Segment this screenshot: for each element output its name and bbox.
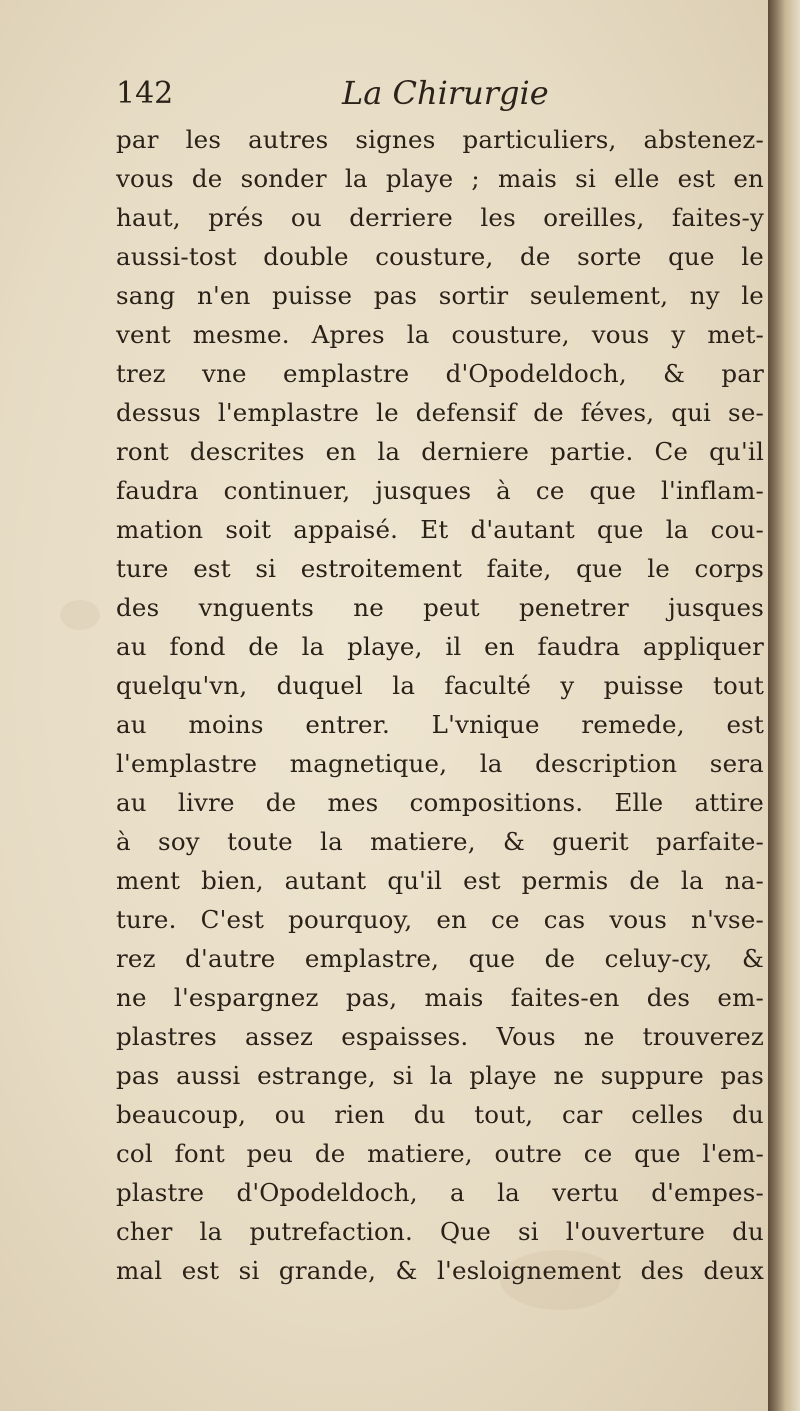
text-line: l'emplastre magnetique, la description sera — [116, 749, 764, 778]
text-line: ront descrites en la derniere partie. Ce qu'il — [116, 437, 764, 466]
text-line: trez vne emplastre d'Opodeldoch, & par — [116, 359, 764, 388]
body-text — [116, 120, 764, 1290]
text-line: sang n'en puisse pas sortir seulement, ny le — [116, 281, 764, 310]
text-line: rez d'autre emplastre, que de celuy-cy, & — [116, 944, 764, 973]
text-line: beaucoup, ou rien du tout, car celles du — [116, 1100, 764, 1129]
page-header — [116, 72, 766, 122]
text-line: par les autres signes particuliers, abstenez- — [116, 125, 764, 154]
text-line: des vnguents ne peut penetrer jusques — [116, 593, 764, 622]
text-line: aussi-tost double cousture, de sorte que le — [116, 242, 764, 271]
page-number: 142 — [116, 76, 174, 111]
text-line: ture est si estroitement faite, que le corps — [116, 554, 764, 583]
running-title: La Chirurgie — [342, 74, 549, 112]
text-line: haut, prés ou derriere les oreilles, faites-y — [116, 203, 764, 232]
text-line: au moins entrer. L'vnique remede, est — [116, 710, 764, 739]
book-spine-edge — [768, 0, 800, 1411]
text-line: plastres assez espaisses. Vous ne trouverez — [116, 1022, 764, 1051]
text-line: à soy toute la matiere, & guerit parfaite- — [116, 827, 764, 856]
text-line: quelqu'vn, duquel la faculté y puisse tout — [116, 671, 764, 700]
text-line: mation soit appaisé. Et d'autant que la cou- — [116, 515, 764, 544]
text-line: pas aussi estrange, si la playe ne suppure pas — [116, 1061, 764, 1090]
text-line: col font peu de matiere, outre ce que l'em- — [116, 1139, 764, 1168]
text-line: vent mesme. Apres la cousture, vous y met- — [116, 320, 764, 349]
text-line: ne l'espargnez pas, mais faites-en des em- — [116, 983, 764, 1012]
text-line: au fond de la playe, il en faudra appliquer — [116, 632, 764, 661]
text-line: plastre d'Opodeldoch, a la vertu d'empes- — [116, 1178, 764, 1207]
paper-stain — [60, 600, 100, 630]
text-line: mal est si grande, & l'esloignement des deux — [116, 1256, 764, 1285]
text-line: ment bien, autant qu'il est permis de la na- — [116, 866, 764, 895]
text-line: au livre de mes compositions. Elle attire — [116, 788, 764, 817]
text-line: faudra continuer, jusques à ce que l'inflam- — [116, 476, 764, 505]
text-line: ture. C'est pourquoy, en ce cas vous n'vse- — [116, 905, 764, 934]
text-line: dessus l'emplastre le defensif de féves, qui se- — [116, 398, 764, 427]
text-line: vous de sonder la playe ; mais si elle est en — [116, 164, 764, 193]
text-line: cher la putrefaction. Que si l'ouverture du — [116, 1217, 764, 1246]
